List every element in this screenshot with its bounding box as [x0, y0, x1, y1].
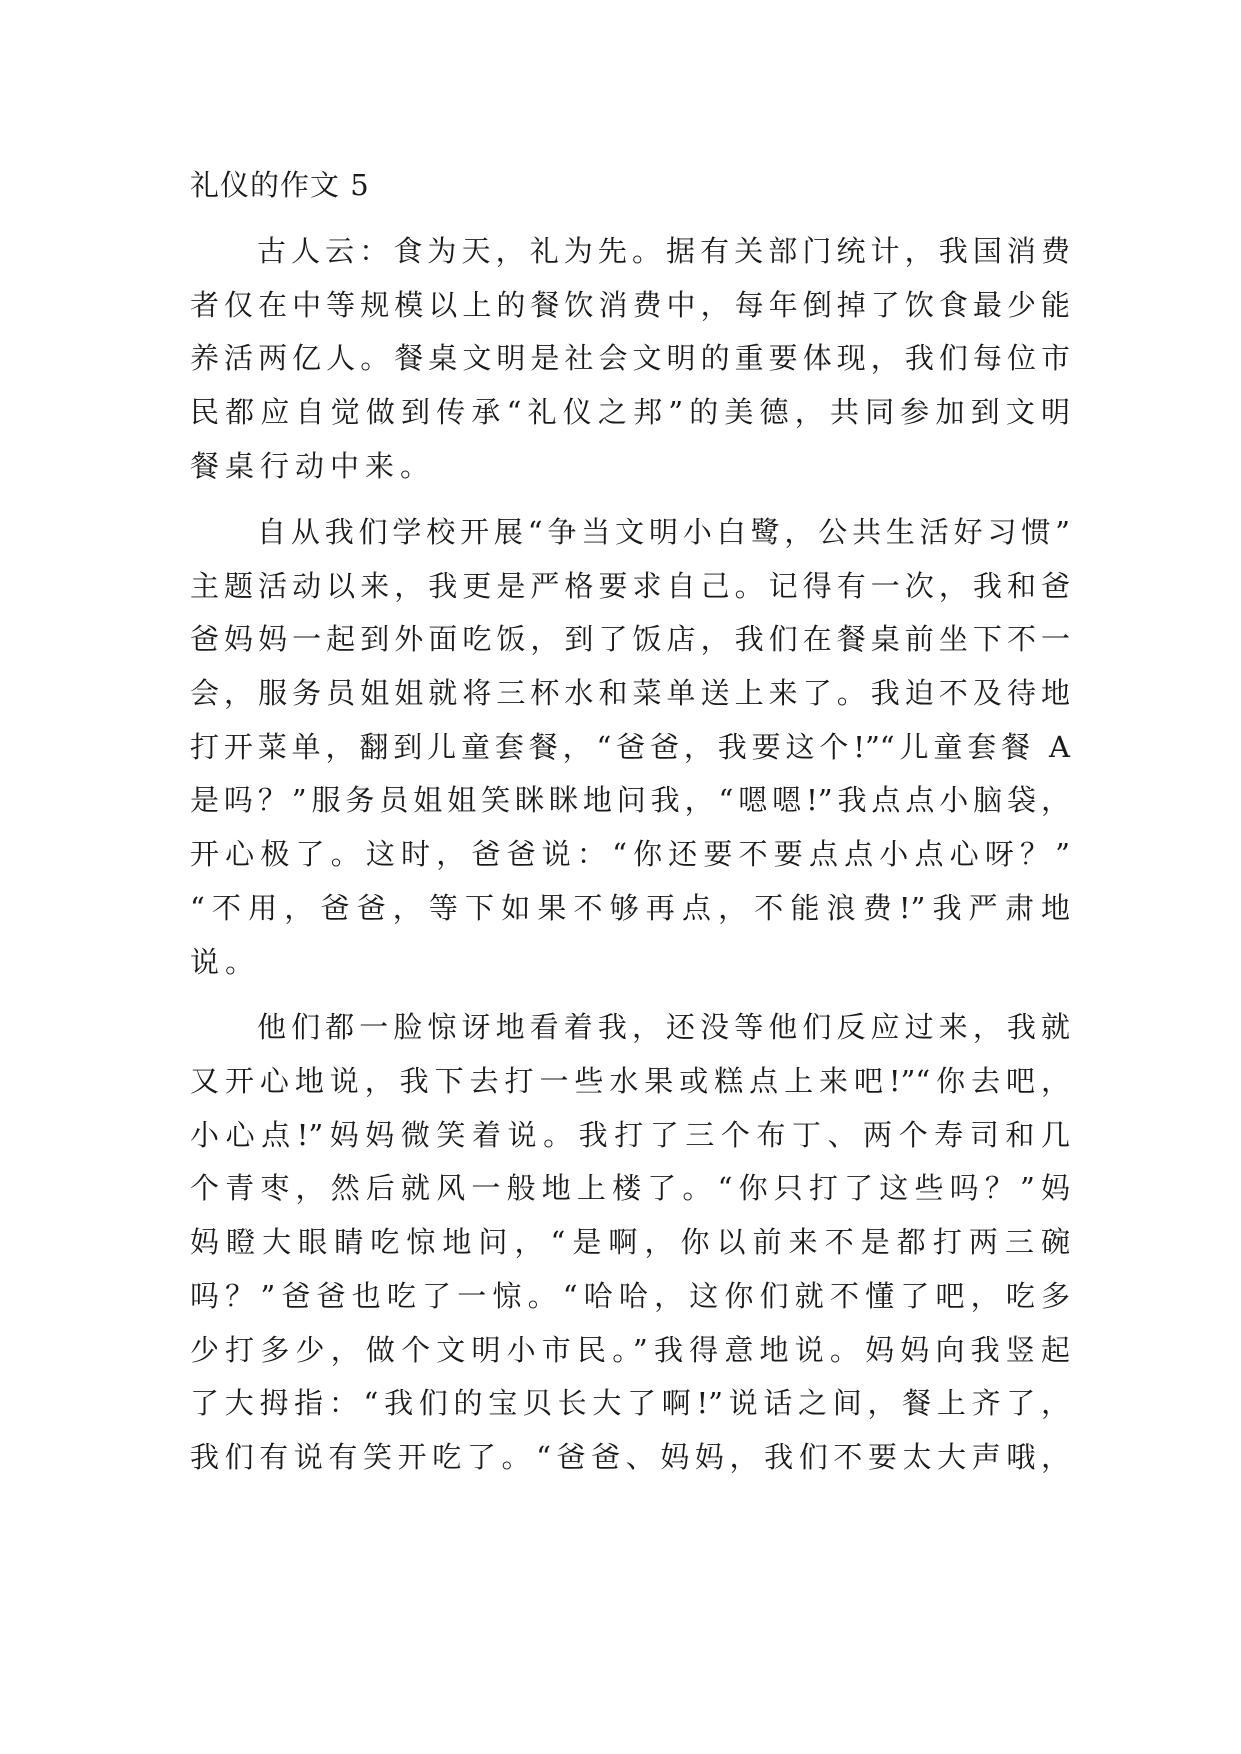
paragraph-1-line-2: 者仅在中等规模以上的餐饮消费中，每年倒掉了饮食最少能 — [190, 288, 1070, 322]
paragraph-2-line-8: “不用，爸爸，等下如果不够再点，不能浪费!”我严肃地 — [190, 891, 1070, 925]
paragraph-1-line-3: 养活两亿人。餐桌文明是社会文明的重要体现，我们每位市 — [190, 341, 1070, 375]
paragraph-3-line-4: 个青枣，然后就风一般地上楼了。“你只打了这些吗？”妈 — [190, 1171, 1070, 1205]
paragraph-2-line-9: 说。 — [190, 945, 261, 979]
paragraph-2-line-5: 打开菜单，翻到儿童套餐，“爸爸，我要这个!”“儿童套餐 A — [190, 730, 1070, 764]
paragraph-1-line-4: 民都应自觉做到传承“礼仪之邦”的美德，共同参加到文明 — [190, 395, 1070, 429]
paragraph-3-line-3: 小心点!”妈妈微笑着说。我打了三个布丁、两个寿司和几 — [190, 1118, 1070, 1152]
paragraph-2-line-2: 主题活动以来，我更是严格要求自己。记得有一次，我和爸 — [190, 569, 1070, 603]
paragraph-1-line-1: 古人云：食为天，礼为先。据有关部门统计，我国消费 — [257, 234, 1070, 268]
paragraph-1-line-5: 餐桌行动中来。 — [190, 449, 436, 483]
paragraph-3-line-7: 少打多少，做个文明小市民。”我得意地说。妈妈向我竖起 — [190, 1333, 1070, 1367]
essay-title: 礼仪的作文 5 — [190, 168, 370, 202]
paragraph-3-line-9: 我们有说有笑开吃了。“爸爸、妈妈，我们不要太大声哦， — [190, 1440, 1070, 1474]
paragraph-3-line-8: 了大拇指：“我们的宝贝长大了啊!”说话之间，餐上齐了， — [190, 1386, 1070, 1420]
paragraph-3-line-6: 吗？”爸爸也吃了一惊。“哈哈，这你们就不懂了吧，吃多 — [190, 1279, 1070, 1313]
paragraph-2-line-4: 会，服务员姐姐就将三杯水和菜单送上来了。我迫不及待地 — [190, 676, 1070, 710]
paragraph-2-line-3: 爸妈妈一起到外面吃饭，到了饭店，我们在餐桌前坐下不一 — [190, 622, 1070, 656]
paragraph-3-line-5: 妈瞪大眼睛吃惊地问，“是啊，你以前来不是都打两三碗 — [190, 1225, 1070, 1259]
paragraph-2-line-6: 是吗？”服务员姐姐笑眯眯地问我，“嗯嗯!”我点点小脑袋， — [190, 783, 1070, 817]
paragraph-2-line-7: 开心极了。这时，爸爸说：“你还要不要点点小点心呀？” — [190, 837, 1070, 871]
paragraph-3-line-2: 又开心地说，我下去打一些水果或糕点上来吧!”“你去吧， — [190, 1064, 1070, 1098]
paragraph-3-line-1: 他们都一脸惊讶地看着我，还没等他们反应过来，我就 — [257, 1010, 1070, 1044]
paragraph-2-line-1: 自从我们学校开展“争当文明小白鹭，公共生活好习惯” — [257, 515, 1070, 549]
